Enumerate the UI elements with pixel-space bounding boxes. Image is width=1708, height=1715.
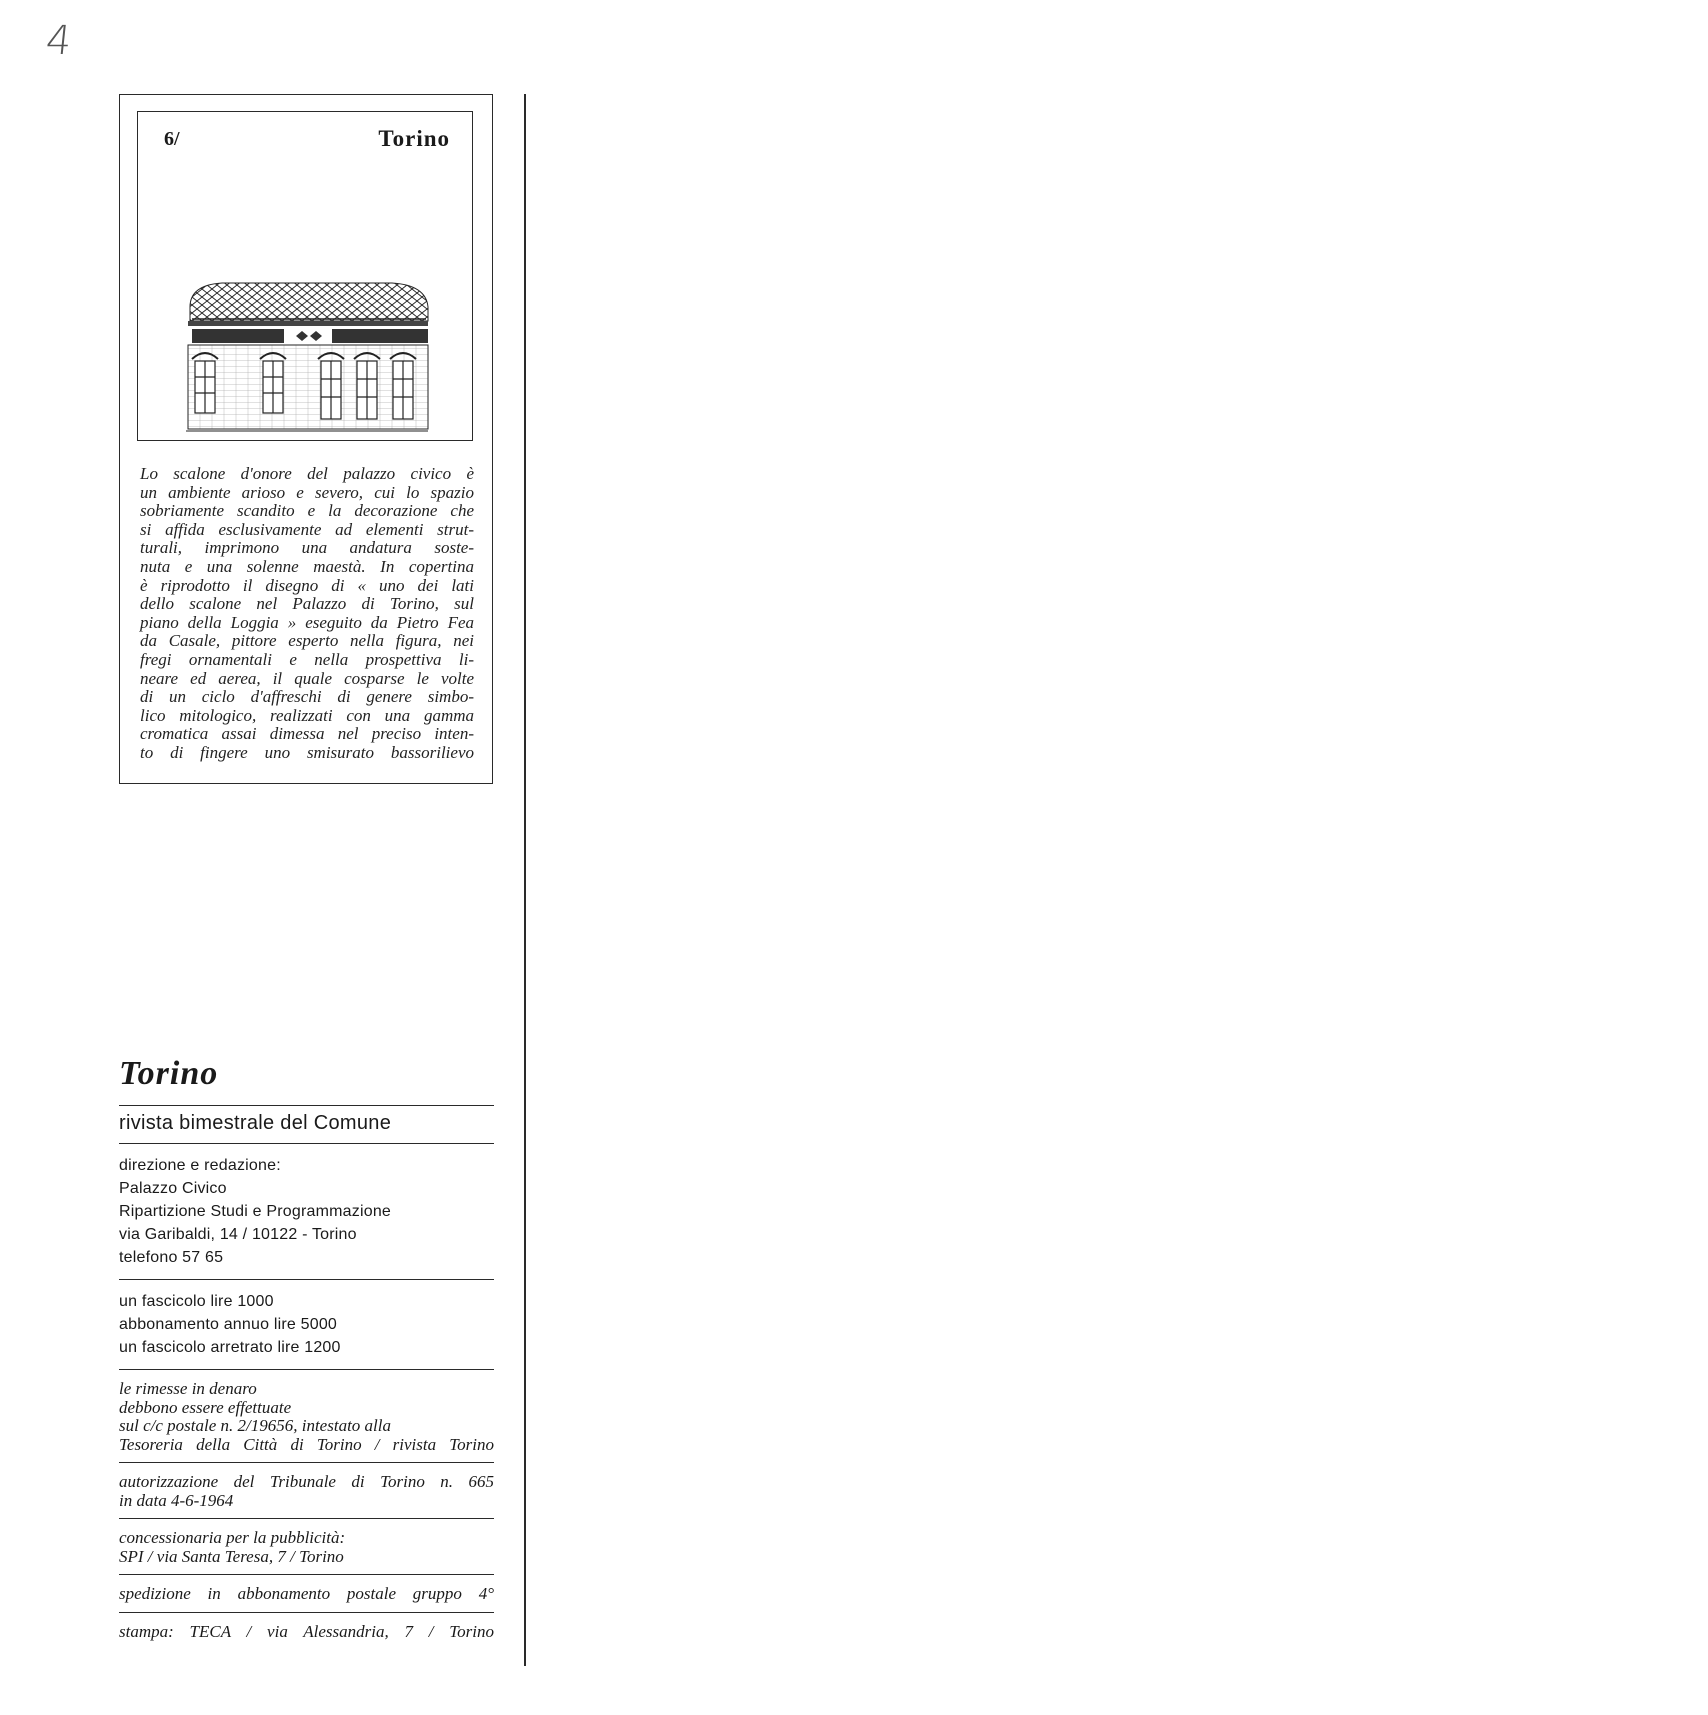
caption-line: fregi ornamentali e nella prospettiva li- bbox=[140, 649, 474, 669]
cover-preview-box bbox=[119, 94, 493, 784]
authorization-info bbox=[119, 1463, 494, 1518]
cover-caption bbox=[140, 465, 474, 763]
caption-line: dello scalone nel Palazzo di Torino, sul bbox=[140, 594, 474, 614]
caption-line: da Casale, pittore esperto nella figura, nei bbox=[140, 631, 474, 651]
payment-line: debbono essere effettuate bbox=[119, 1397, 292, 1417]
payment-line: le rimesse in denaro bbox=[119, 1379, 257, 1398]
caption-line: piano della Loggia » eseguito da Pietro Fea bbox=[140, 612, 474, 632]
address-line: Ripartizione Studi e Programmazione bbox=[119, 1203, 392, 1220]
caption-line: di un ciclo d'affreschi di genere simbo- bbox=[140, 687, 474, 707]
payment-line: sul c/c postale n. 2/19656, intestato alla bbox=[119, 1416, 391, 1435]
prices bbox=[119, 1280, 494, 1369]
masthead-title: Torino bbox=[119, 1055, 219, 1092]
column-divider bbox=[524, 94, 526, 1666]
price-line: un fascicolo arretrato lire 1200 bbox=[119, 1339, 341, 1356]
cover-title: Torino bbox=[378, 126, 450, 151]
caption-line: lico mitologico, realizzati con una gamma bbox=[140, 705, 474, 725]
caption-line: cromatica assai dimessa nel preciso inten- bbox=[140, 724, 474, 744]
printing-line: stampa: TECA / via Alessandria, 7 / Torino bbox=[119, 1621, 494, 1641]
advertising-line: concessionaria per la pubblicità: bbox=[119, 1528, 346, 1547]
payment-line: Tesoreria della Città di Torino / rivista Torino bbox=[119, 1434, 494, 1454]
address-line: telefono 57 65 bbox=[119, 1249, 224, 1266]
address-line: direzione e redazione: bbox=[119, 1157, 281, 1174]
price-line: abbonamento annuo lire 5000 bbox=[119, 1316, 338, 1333]
caption-line: nuta e una solenne maestà. In copertina bbox=[140, 556, 474, 576]
caption-line: turali, imprimono una andatura soste- bbox=[140, 538, 474, 558]
caption-line: Lo scalone d'onore del palazzo civico è bbox=[140, 464, 474, 483]
masthead-subtitle: rivista bimestrale del Comune bbox=[119, 1112, 392, 1134]
page-number: 4 bbox=[43, 18, 74, 64]
masthead-colophon bbox=[119, 1055, 494, 1649]
payment-info bbox=[119, 1370, 494, 1462]
advertising-line: SPI / via Santa Teresa, 7 / Torino bbox=[119, 1546, 344, 1566]
authorization-line: in data 4-6-1964 bbox=[119, 1490, 234, 1510]
caption-line: sobriamente scandito e la decorazione che bbox=[140, 501, 474, 521]
advertising-info bbox=[119, 1519, 494, 1574]
editorial-address bbox=[119, 1144, 494, 1279]
shipping-info bbox=[119, 1575, 494, 1612]
address-line: via Garibaldi, 14 / 10122 - Torino bbox=[119, 1226, 357, 1243]
authorization-line: autorizzazione del Tribunale di Torino n. 665 bbox=[119, 1472, 494, 1491]
caption-line: neare ed aerea, il quale cosparse le volte bbox=[140, 668, 474, 688]
caption-line: è riprodotto il disegno di « uno dei lati bbox=[140, 575, 474, 595]
price-line: un fascicolo lire 1000 bbox=[119, 1293, 274, 1310]
cover-issue-number: 6/ bbox=[164, 128, 180, 150]
caption-line: un ambiente arioso e severo, cui lo spazio bbox=[140, 482, 474, 502]
shipping-line: spedizione in abbonamento postale gruppo 4° bbox=[119, 1584, 494, 1603]
cover-thumbnail bbox=[137, 111, 473, 441]
caption-line: to di fingere uno smisurato bassorilievo bbox=[140, 742, 474, 762]
address-line: Palazzo Civico bbox=[119, 1180, 227, 1197]
caption-line: si affida esclusivamente ad elementi strut- bbox=[140, 519, 474, 539]
printing-info bbox=[119, 1613, 494, 1650]
palazzo-facade-drawing bbox=[182, 277, 432, 437]
